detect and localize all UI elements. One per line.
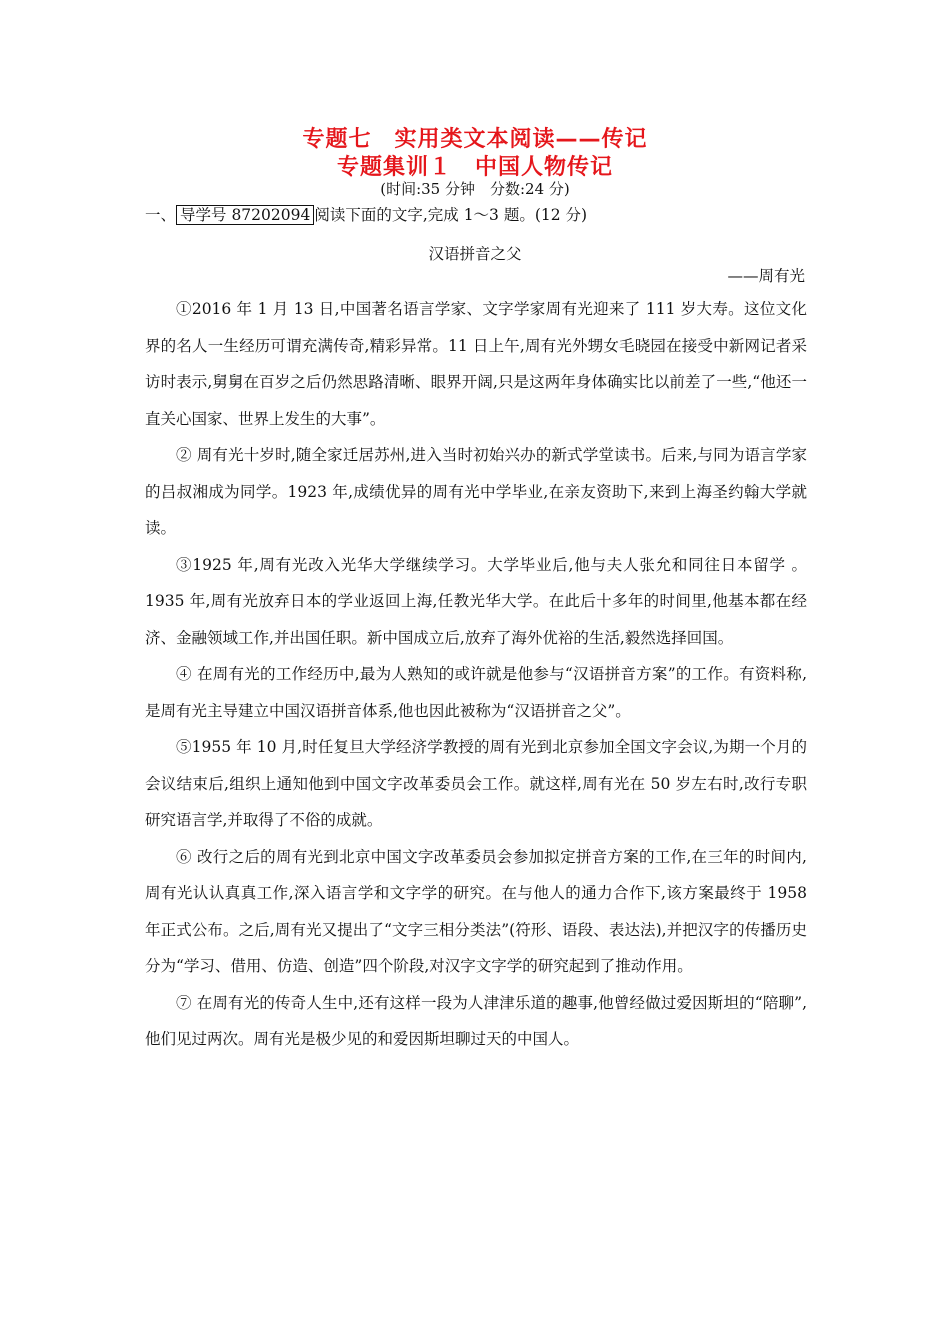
paragraph-2: ② 周有光十岁时,随全家迁居苏州,进入当时初始兴办的新式学堂读书。后来,与同为语言学家的吕叔湘成为同学。1923 年,成绩优异的周有光中学毕业,在亲友资助下,来到上海圣约翰大学就读。 <box>145 446 807 537</box>
question-instruction-line <box>145 203 587 225</box>
paragraph-7: ⑦ 在周有光的传奇人生中,还有这样一段为人津津乐道的趣事,他曾经做过爱因斯坦的“陪聊”,他们见过两次。周有光是极少见的和爱因斯坦聊过天的中国人。 <box>145 993 807 1048</box>
topic-title: 专题七 实用类文本阅读——传记 <box>302 127 648 152</box>
paragraph-6: ⑥ 改行之后的周有光到北京中国文字改革委员会参加拟定拼音方案的工作,在三年的时间内,周有光认认真真工作,深入语言学和文字学的研究。在与他人的通力合作下,该方案最终于 1958 年正式公布。之后,周有光又提出了“文字三相分类法”(符形、语段、表达法),并把汉字的传播历史分为“学习、借用、仿造、创造”四个阶段,对汉字文字学的研究起到了推动作用。 <box>145 847 807 975</box>
article-byline: ——周有光 <box>727 267 805 285</box>
time-score-info: (时间:35 分钟 分数:24 分) <box>380 180 570 198</box>
paragraph-3: ③1925 年,周有光改入光华大学继续学习。大学毕业后,他与夫人张允和同往日本留学 。1935 年,周有光放弃日本的学业返回上海,任教光华大学。在此后十多年的时间里,他基本都在经济、金融领域工作,并出国任职。新中国成立后,放弃了海外优裕的生活,毅然选择回国。 <box>145 555 807 647</box>
question-instruction: 阅读下面的文字,完成 1～3 题。(12 分) <box>314 206 588 224</box>
paragraph-1: ①2016 年 1 月 13 日,中国著名语言学家、文字学家周有光迎来了 111 岁大寿。这位文化界的名人一生经历可谓充满传奇,精彩异常。11 日上午,周有光外甥女毛晓园在接受中新网记者采访时表示,舅舅在百岁之后仍然思路清晰、眼界开阔,只是这两年身体确实比以前差了一些,“他还一直关心国家、世界上发生的大事”。 <box>145 300 807 428</box>
question-number: 一、 <box>145 206 177 224</box>
set-title: 专题集训１ 中国人物传记 <box>336 155 613 180</box>
article-title: 汉语拼音之父 <box>428 245 522 263</box>
guide-number-box: 导学号 87202094 <box>176 205 314 225</box>
paragraph-5: ⑤1955 年 10 月,时任复旦大学经济学教授的周有光到北京参加全国文字会议,为期一个月的会议结束后,组织上通知他到中国文字改革委员会工作。就这样,周有光在 50 岁左右时,改行专职研究语言学,并取得了不俗的成就。 <box>145 738 807 829</box>
article-body <box>145 291 807 1058</box>
paragraph-4: ④ 在周有光的工作经历中,最为人熟知的或许就是他参与“汉语拼音方案”的工作。有资料称,是周有光主导建立中国汉语拼音体系,他也因此被称为“汉语拼音之父”。 <box>145 665 807 720</box>
